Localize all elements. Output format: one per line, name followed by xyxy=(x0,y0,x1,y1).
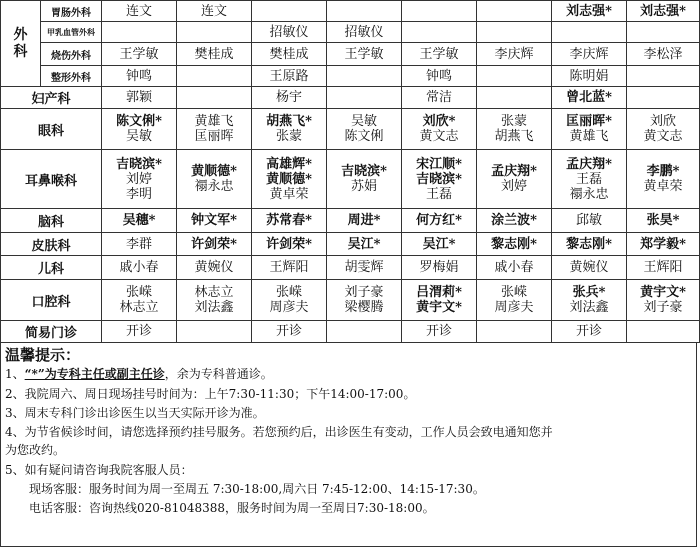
dept-name: 妇产科 xyxy=(1,87,102,109)
doctor-name: 刘子豪 xyxy=(344,285,384,300)
schedule-cell xyxy=(327,256,402,280)
schedule-cell xyxy=(402,233,477,256)
doctor-name: 黄文志 xyxy=(419,129,459,144)
schedule-cell xyxy=(177,150,252,209)
director-doctor-name: 许剑荣* xyxy=(191,236,237,252)
doctor-name: 李明 xyxy=(125,186,152,202)
doctor-name: 张嵘 xyxy=(125,285,152,300)
schedule-cell xyxy=(402,280,477,321)
schedule-cell xyxy=(177,280,252,321)
schedule-cell xyxy=(477,87,552,109)
director-doctor-name: 黎志刚* xyxy=(491,236,537,252)
doctor-name: 开诊 xyxy=(425,324,452,339)
schedule-cell xyxy=(102,321,177,343)
director-doctor-name: 黎志刚* xyxy=(566,236,612,252)
schedule-cell xyxy=(552,233,627,256)
doctor-name: 李庆辉 xyxy=(494,46,534,62)
schedule-cell xyxy=(402,109,477,150)
director-doctor-name: 吴江* xyxy=(347,236,381,252)
doctor-name: 张嵘 xyxy=(275,285,302,300)
doctor-name: 樊桂成 xyxy=(269,46,309,62)
dept-name: 耳鼻喉科 xyxy=(1,150,102,209)
schedule-cell xyxy=(177,22,252,43)
schedule-cell xyxy=(252,280,327,321)
doctor-name: 黄文志 xyxy=(643,129,683,144)
dept-name: 烧伤外科 xyxy=(41,43,102,66)
schedule-cell xyxy=(402,22,477,43)
tip-4-line-a: 4、为节省候诊时间，请您选择预约挂号服务。若您预约后，出诊医生有变动，工作人员会致电通知您并 xyxy=(5,425,553,439)
schedule-cell xyxy=(552,22,627,43)
doctor-name: 李庆辉 xyxy=(569,46,609,62)
schedule-cell xyxy=(252,22,327,43)
doctor-name: 刘法鑫 xyxy=(194,300,234,315)
doctor-name: 刘婷 xyxy=(500,179,527,194)
doctor-name: 陈明娟 xyxy=(569,68,609,84)
director-doctor-name: 吉晓滨* xyxy=(116,156,162,172)
doctor-name: 刘子豪 xyxy=(643,300,683,315)
schedule-cell xyxy=(477,22,552,43)
schedule-cell xyxy=(102,22,177,43)
schedule-cell xyxy=(552,209,627,233)
doctor-name: 李群 xyxy=(125,236,152,252)
schedule-cell xyxy=(102,1,177,22)
schedule-cell xyxy=(402,256,477,280)
schedule-cell xyxy=(177,87,252,109)
schedule-cell xyxy=(252,109,327,150)
table-row xyxy=(1,209,700,233)
tip-5: 5、如有疑问请咨询我院客服人员： xyxy=(5,463,193,477)
schedule-cell xyxy=(627,1,700,22)
schedule-cell xyxy=(477,209,552,233)
doctor-name: 黄婉仪 xyxy=(194,260,234,275)
schedule-cell xyxy=(627,233,700,256)
schedule-cell xyxy=(552,321,627,343)
schedule-cell xyxy=(102,256,177,280)
schedule-cell xyxy=(102,280,177,321)
dept-name: 口腔科 xyxy=(1,280,102,321)
schedule-cell xyxy=(477,233,552,256)
schedule-cell xyxy=(552,1,627,22)
schedule-cell xyxy=(102,43,177,66)
doctor-name: 林志立 xyxy=(194,285,234,300)
doctor-name: 王原路 xyxy=(269,68,309,84)
director-doctor-name: 李鹏* xyxy=(646,164,680,179)
table-row xyxy=(1,66,700,87)
doctor-name: 樊桂成 xyxy=(194,46,234,62)
tips-title: 温馨提示： xyxy=(5,346,81,364)
doctor-name: 胡燕飞 xyxy=(494,129,534,144)
doctor-name: 禤永忠 xyxy=(194,179,234,194)
director-doctor-name: 匡丽晖* xyxy=(566,114,612,129)
schedule-cell xyxy=(327,321,402,343)
doctor-name: 开诊 xyxy=(125,324,152,339)
doctor-name: 周彦夫 xyxy=(269,300,309,315)
schedule-cell xyxy=(327,1,402,22)
doctor-name: 张蒙 xyxy=(275,129,302,144)
schedule-cell xyxy=(552,43,627,66)
doctor-name: 连文 xyxy=(200,3,227,19)
schedule-cell xyxy=(327,150,402,209)
schedule-cell xyxy=(627,66,700,87)
doctor-name: 杨宇 xyxy=(275,90,302,105)
director-doctor-name: 黄宇文* xyxy=(640,285,686,300)
doctor-name: 黄婉仪 xyxy=(569,260,609,275)
doctor-name: 连文 xyxy=(125,3,152,19)
director-doctor-name: 黄顺德* xyxy=(266,171,312,187)
director-doctor-name: 孟庆翔* xyxy=(491,164,537,179)
doctor-name: 张蒙 xyxy=(500,114,527,129)
doctor-name: 禤永忠 xyxy=(569,186,609,202)
doctor-name: 黄卓荣 xyxy=(643,179,683,194)
doctor-name: 陈文俐 xyxy=(344,129,384,144)
schedule-cell xyxy=(477,321,552,343)
director-doctor-name: 许剑荣* xyxy=(266,236,312,252)
tip-phone-service: 电话客服：咨询热线020-81048388，服务时间为周一至周日7:30-18:00。 xyxy=(29,501,435,515)
director-doctor-name: 黄宇文* xyxy=(416,300,462,315)
doctor-name: 招敏仪 xyxy=(344,24,384,40)
director-doctor-name: 吉晓滨* xyxy=(341,164,387,179)
dept-name: 儿科 xyxy=(1,256,102,280)
director-doctor-name: 吴江* xyxy=(422,236,456,252)
tip-1-emphasis: “*”为专科主任或副主任诊 xyxy=(24,367,165,381)
schedule-cell xyxy=(102,66,177,87)
schedule-cell xyxy=(327,109,402,150)
group-surgery: 外 科 xyxy=(1,1,41,87)
schedule-cell xyxy=(252,87,327,109)
table-row xyxy=(1,280,700,321)
doctor-name: 李松泽 xyxy=(643,46,683,62)
schedule-cell xyxy=(327,43,402,66)
director-doctor-name: 宋江顺* xyxy=(416,156,462,172)
schedule-cell xyxy=(402,87,477,109)
schedule-cell xyxy=(327,233,402,256)
director-doctor-name: 钟文军* xyxy=(191,213,237,228)
doctor-name: 王辉阳 xyxy=(643,260,683,275)
dept-name: 脑科 xyxy=(1,209,102,233)
schedule-cell xyxy=(252,321,327,343)
doctor-name: 开诊 xyxy=(275,324,302,339)
schedule-cell xyxy=(477,43,552,66)
director-doctor-name: 张昊* xyxy=(646,213,680,228)
schedule-cell xyxy=(252,233,327,256)
schedule-cell xyxy=(552,66,627,87)
schedule-cell xyxy=(627,280,700,321)
schedule-cell xyxy=(627,256,700,280)
schedule-cell xyxy=(102,150,177,209)
dept-name: 眼科 xyxy=(1,109,102,150)
schedule-cell xyxy=(552,109,627,150)
schedule-cell xyxy=(177,321,252,343)
doctor-name: 刘婷 xyxy=(125,171,152,187)
tip-1: 1、“*”为专科主任或副主任诊，余为专科普通诊。 xyxy=(5,367,273,381)
table-row xyxy=(1,87,700,109)
director-doctor-name: 陈文俐* xyxy=(116,114,162,129)
dept-name: 整形外科 xyxy=(41,66,102,87)
doctor-name: 开诊 xyxy=(575,324,602,339)
doctor-name: 钟鸣 xyxy=(125,68,152,84)
doctor-name: 张嵘 xyxy=(500,285,527,300)
tip-4-line-b: 为您改约。 xyxy=(5,443,66,457)
director-doctor-name: 高雄辉* xyxy=(266,156,312,172)
schedule-cell xyxy=(252,43,327,66)
schedule-cell xyxy=(252,256,327,280)
schedule-cell xyxy=(402,66,477,87)
doctor-name: 刘欣 xyxy=(649,114,676,129)
schedule-cell xyxy=(477,256,552,280)
dept-name: 简易门诊 xyxy=(1,321,102,343)
doctor-name: 吴敏 xyxy=(125,129,152,144)
schedule-cell xyxy=(177,66,252,87)
doctor-name: 林志立 xyxy=(119,300,159,315)
schedule-cell xyxy=(402,1,477,22)
director-doctor-name: 何方红* xyxy=(416,213,462,228)
doctor-name: 黄雄飞 xyxy=(569,129,609,144)
doctor-name: 王磊 xyxy=(575,171,602,187)
schedule-cell xyxy=(327,280,402,321)
schedule-cell xyxy=(552,280,627,321)
doctor-name: 王学敏 xyxy=(419,46,459,62)
table-row xyxy=(1,150,700,209)
schedule-cell xyxy=(327,66,402,87)
schedule-cell xyxy=(552,87,627,109)
director-doctor-name: 黄顺德* xyxy=(191,164,237,179)
table-row xyxy=(1,233,700,256)
director-doctor-name: 郑学毅* xyxy=(640,236,686,252)
director-doctor-name: 刘志强* xyxy=(640,3,686,19)
director-doctor-name: 孟庆翔* xyxy=(566,156,612,172)
schedule-cell xyxy=(102,87,177,109)
schedule-cell xyxy=(477,66,552,87)
schedule-cell xyxy=(327,22,402,43)
doctor-name: 王辉阳 xyxy=(269,260,309,275)
doctor-name: 吴敏 xyxy=(350,114,377,129)
schedule-cell xyxy=(102,109,177,150)
schedule-cell xyxy=(402,43,477,66)
doctor-name: 梁樱腾 xyxy=(344,300,384,315)
doctor-name: 王学敏 xyxy=(119,46,159,62)
tip-2: 2、我院周六、周日现场挂号时间为：上午7:30-11:30；下午14:00-17:00。 xyxy=(5,387,416,401)
doctor-name: 王学敏 xyxy=(344,46,384,62)
schedule-cell xyxy=(252,209,327,233)
doctor-name: 黄雄飞 xyxy=(194,114,234,129)
schedule-cell xyxy=(252,150,327,209)
schedule-cell xyxy=(627,109,700,150)
doctor-name: 常洁 xyxy=(425,90,452,105)
director-doctor-name: 吉晓滨* xyxy=(416,171,462,187)
director-doctor-name: 苏常春* xyxy=(266,213,312,228)
schedule-cell xyxy=(477,109,552,150)
table-row xyxy=(1,22,700,43)
schedule-cell xyxy=(177,109,252,150)
schedule-cell xyxy=(552,256,627,280)
schedule-cell xyxy=(477,280,552,321)
doctor-name: 罗梅娟 xyxy=(419,260,459,275)
schedule-cell xyxy=(177,233,252,256)
dept-name: 皮肤科 xyxy=(1,233,102,256)
director-doctor-name: 张兵* xyxy=(572,285,606,300)
schedule-cell xyxy=(177,1,252,22)
table-row xyxy=(1,321,700,343)
schedule-cell xyxy=(627,22,700,43)
schedule-cell xyxy=(177,43,252,66)
doctor-name: 胡雯辉 xyxy=(344,260,384,275)
director-doctor-name: 吴穗* xyxy=(122,213,156,228)
director-doctor-name: 刘欣* xyxy=(422,114,456,129)
doctor-name: 黄卓荣 xyxy=(269,186,309,202)
director-doctor-name: 吕渭莉* xyxy=(416,285,462,300)
schedule-cell xyxy=(627,209,700,233)
doctor-name: 戚小春 xyxy=(119,260,159,275)
schedule-cell xyxy=(102,233,177,256)
schedule-cell xyxy=(252,1,327,22)
doctor-name: 周彦夫 xyxy=(494,300,534,315)
dept-name: 甲乳血管外科 xyxy=(41,22,102,43)
schedule-cell xyxy=(402,321,477,343)
schedule-cell xyxy=(327,87,402,109)
schedule-cell xyxy=(402,150,477,209)
doctor-name: 苏娟 xyxy=(350,179,377,194)
schedule-cell xyxy=(327,209,402,233)
schedule-cell xyxy=(477,150,552,209)
director-doctor-name: 刘志强* xyxy=(566,3,612,19)
tips-section xyxy=(0,342,697,547)
schedule-cell xyxy=(627,150,700,209)
schedule-cell xyxy=(177,256,252,280)
tip-onsite-service: 现场客服：服务时间为周一至周五 7:30-18:00,周六日 7:45-12:00、14:15-17:30。 xyxy=(29,482,485,496)
schedule-cell xyxy=(402,209,477,233)
director-doctor-name: 涂兰波* xyxy=(491,213,537,228)
doctor-name: 匡丽晖 xyxy=(194,129,234,144)
table-row xyxy=(1,1,700,22)
schedule-cell xyxy=(552,150,627,209)
doctor-name: 郭颖 xyxy=(125,90,152,105)
schedule-cell xyxy=(252,66,327,87)
tip-3: 3、周末专科门诊出诊医生以当天实际开诊为准。 xyxy=(5,406,265,420)
schedule-cell xyxy=(477,1,552,22)
doctor-name: 招敏仪 xyxy=(269,24,309,40)
schedule-cell xyxy=(627,321,700,343)
doctor-name: 王磊 xyxy=(425,186,452,202)
table-row xyxy=(1,256,700,280)
director-doctor-name: 曾北蓝* xyxy=(566,90,612,105)
doctor-name: 戚小春 xyxy=(494,260,534,275)
director-doctor-name: 周进* xyxy=(347,213,381,228)
schedule-cell xyxy=(627,87,700,109)
schedule-cell xyxy=(627,43,700,66)
doctor-name: 刘法鑫 xyxy=(569,300,609,315)
director-doctor-name: 胡燕飞* xyxy=(266,114,312,129)
table-row xyxy=(1,43,700,66)
doctor-name: 钟鸣 xyxy=(425,68,452,84)
doctor-name: 邱敏 xyxy=(575,213,602,228)
schedule-cell xyxy=(177,209,252,233)
dept-name: 胃肠外科 xyxy=(41,1,102,22)
table-row xyxy=(1,109,700,150)
schedule-cell xyxy=(102,209,177,233)
